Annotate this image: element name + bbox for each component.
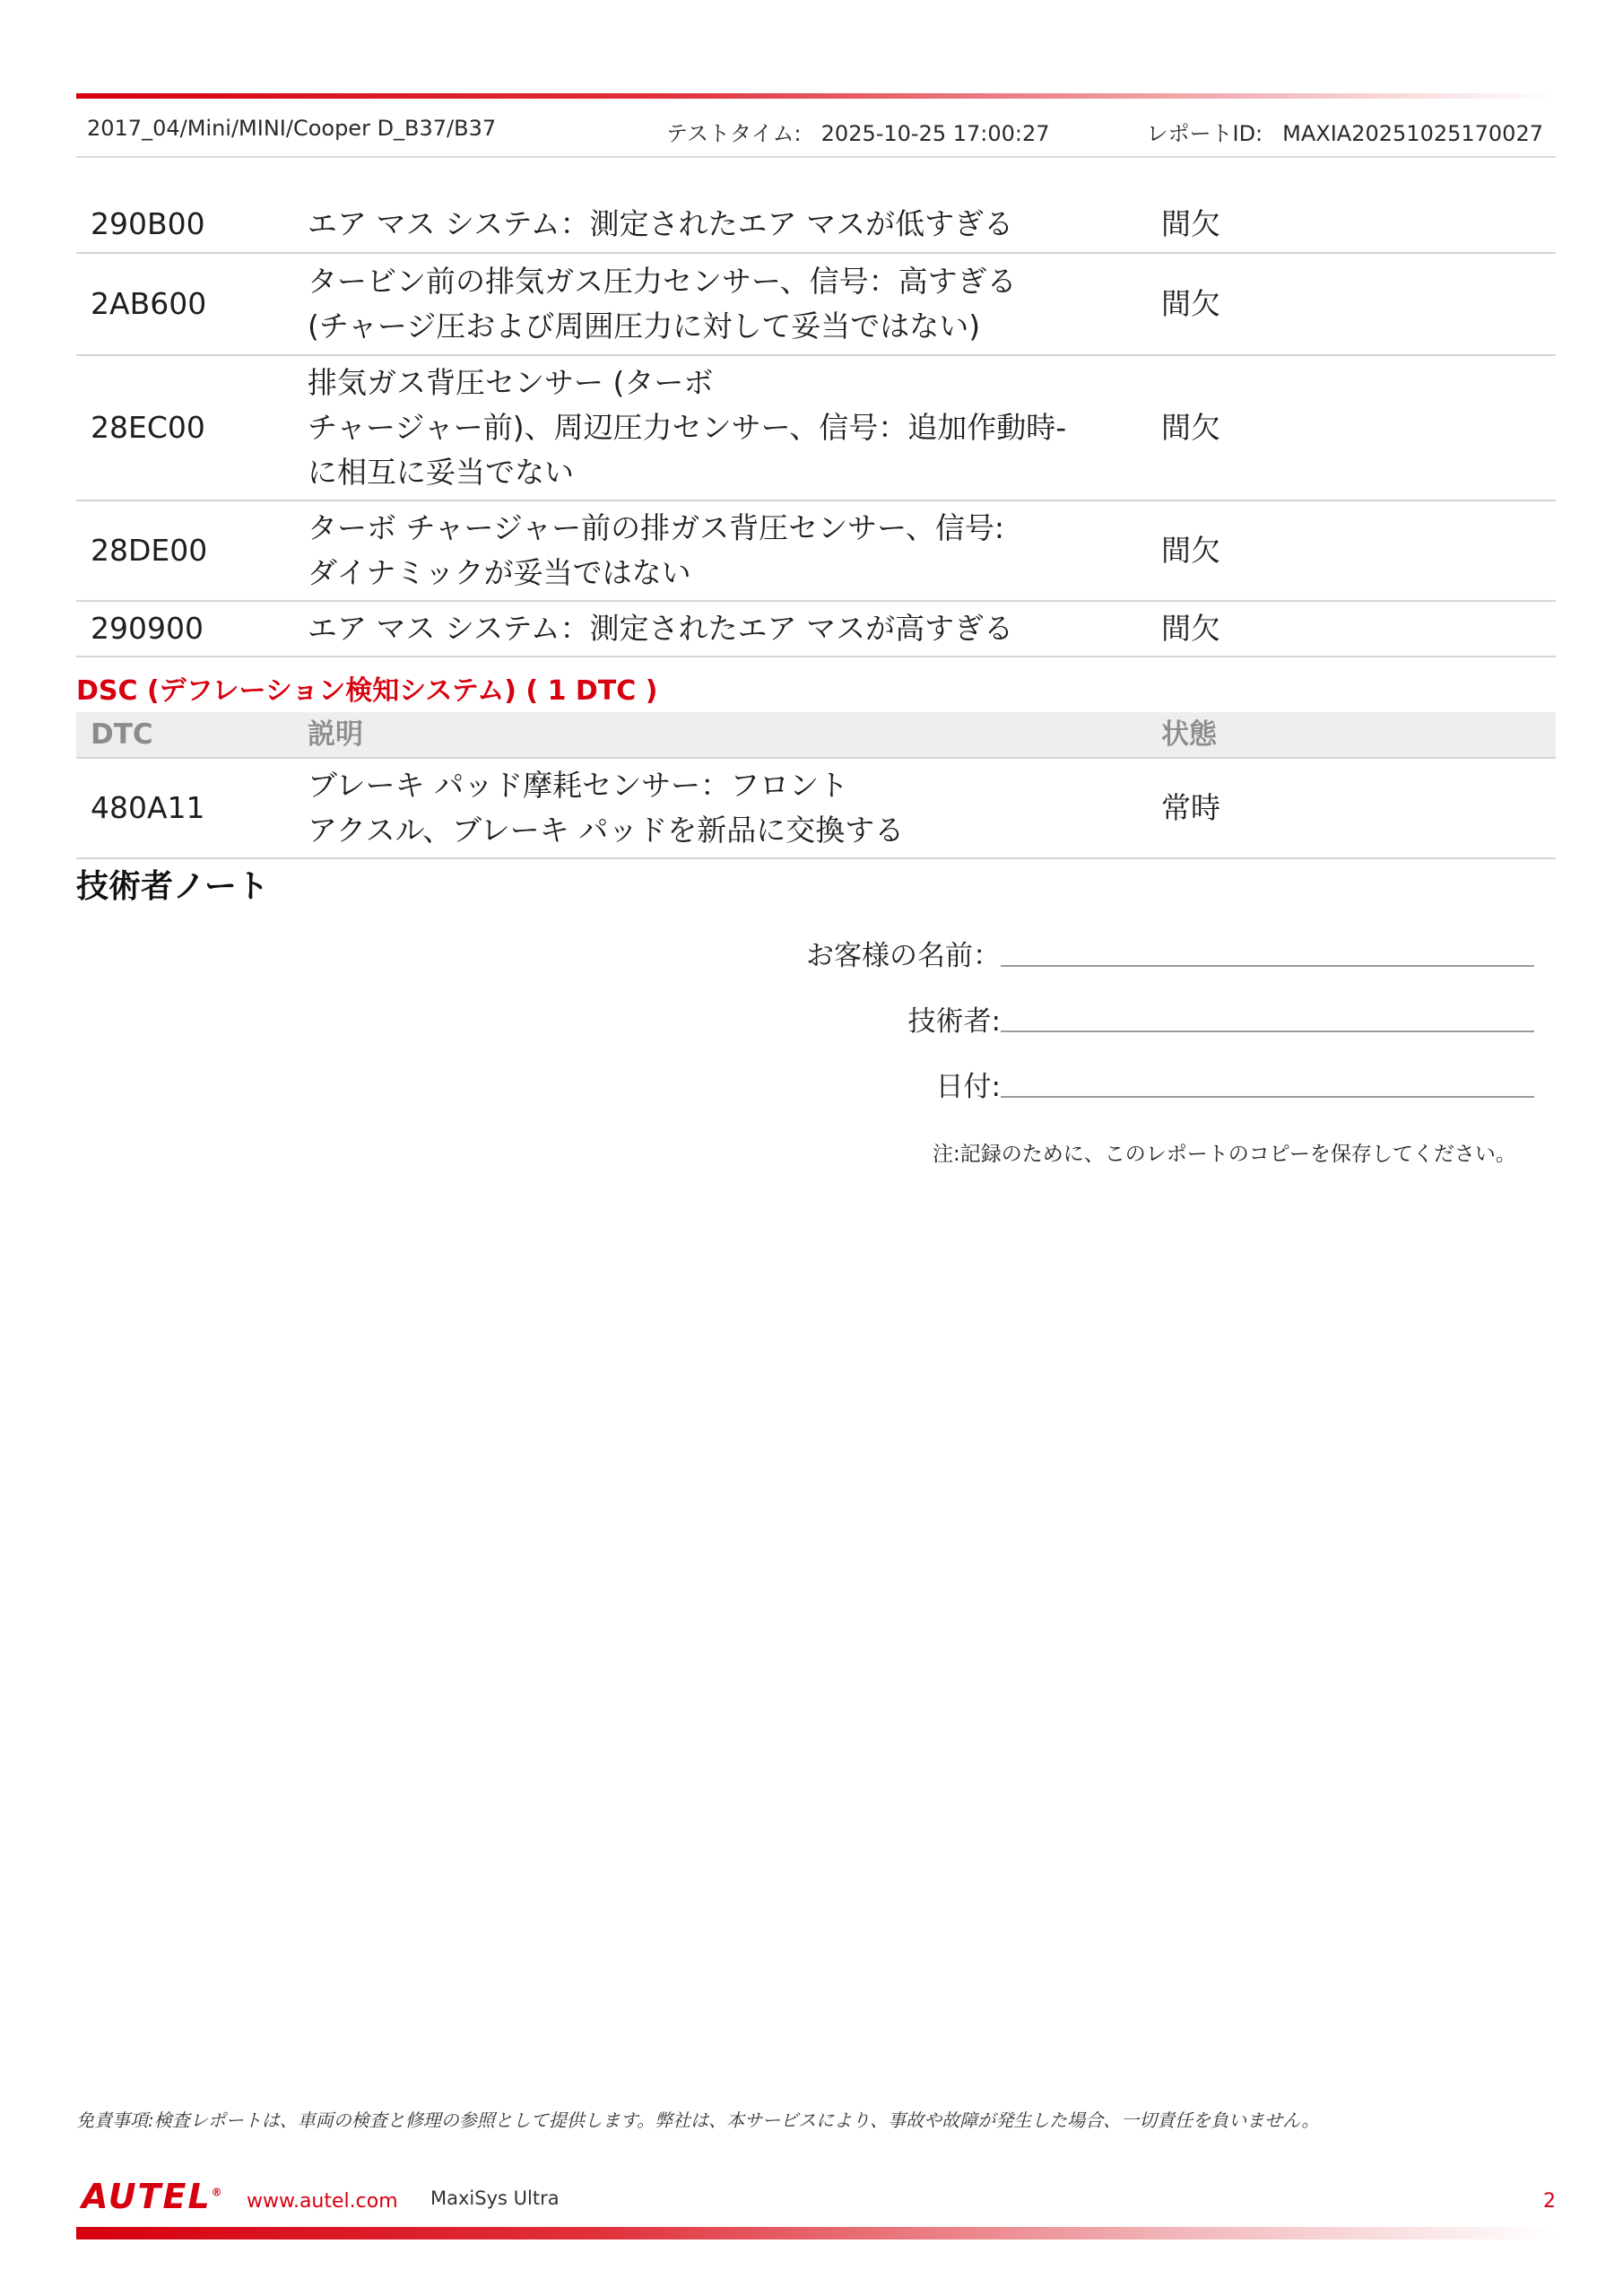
dtc-code: 28DE00 — [76, 500, 293, 601]
description-line: チャージャー前)、周辺圧力センサー、信号：追加作動時- — [308, 410, 1067, 445]
column-header-code: DTC — [76, 712, 293, 758]
dtc-code: 28EC00 — [76, 355, 293, 500]
description-line: エア マス システム：測定されたエア マスが低すぎる — [308, 205, 1014, 241]
dtc-description — [293, 500, 1147, 601]
column-header-description: 説明 — [293, 712, 1147, 758]
dtc-description — [293, 601, 1147, 657]
technician-notes-title: 技術者ノート — [76, 868, 269, 905]
description-line: (チャージ圧および周囲圧力に対して妥当ではない) — [308, 309, 981, 344]
vehicle-path: 2017_04/Mini/MINI/Cooper D_B37/B37 — [87, 116, 497, 141]
table-row — [76, 196, 1556, 253]
table-row — [76, 500, 1556, 601]
test-time-label: テストタイム: — [666, 121, 802, 146]
dtc-description — [293, 253, 1147, 355]
description-line: タービン前の排気ガス圧力センサー、信号：高すぎる — [308, 264, 1017, 299]
save-copy-note: 注:記録のために、このレポートのコピーを保存してください。 — [933, 1143, 1516, 1166]
description-line: ダイナミックが妥当ではない — [308, 555, 691, 590]
technician-label: 技術者: — [907, 1005, 1001, 1038]
table-row — [76, 355, 1556, 500]
table-row — [76, 758, 1556, 858]
website-link[interactable]: www.autel.com — [247, 2190, 398, 2213]
description-line: ターボ チャージャー前の排ガス背圧センサー、信号: — [308, 510, 1004, 545]
page-number: 2 — [1543, 2190, 1556, 2213]
description-line: ブレーキ パッド摩耗センサー：フロント — [308, 768, 849, 803]
table-header-row — [76, 712, 1556, 758]
dtc-description — [293, 196, 1147, 253]
page-footer — [76, 2175, 1556, 2229]
disclaimer-text: 免責事項:検査レポートは、車両の検査と修理の参照として提供します。弊社は、本サービスにより、事故や故障が発生した場合、一切責任を負いません。 — [76, 2109, 1320, 2131]
test-time — [666, 116, 1050, 147]
bottom-accent-bar — [76, 2227, 1556, 2239]
dtc-status: 間欠 — [1147, 500, 1556, 601]
dtc-status: 間欠 — [1147, 196, 1556, 253]
product-name: MaxiSys Ultra — [430, 2187, 560, 2209]
report-header — [76, 99, 1556, 158]
date-line[interactable] — [1001, 1096, 1534, 1098]
logo-text: AUTEL — [82, 2177, 212, 2216]
dtc-code: 480A11 — [76, 758, 293, 858]
dtc-status: 間欠 — [1147, 601, 1556, 657]
date-label: 日付: — [935, 1071, 1001, 1103]
dtc-table-dsc — [76, 712, 1556, 859]
description-line: アクスル、ブレーキ パッドを新品に交換する — [308, 813, 905, 848]
test-time-value: 2025-10-25 17:00:27 — [820, 121, 1050, 146]
report-id — [1147, 116, 1544, 147]
table-row — [76, 601, 1556, 657]
dtc-code: 2AB600 — [76, 253, 293, 355]
registered-mark: ® — [211, 2186, 224, 2199]
dtc-status: 間欠 — [1147, 355, 1556, 500]
section-title-dsc: DSC (デフレーション検知システム) ( 1 DTC ) — [76, 675, 658, 707]
customer-name-field[interactable] — [628, 933, 1534, 979]
report-id-value: MAXIA20251025170027 — [1282, 121, 1543, 146]
report-id-label: レポートID: — [1146, 121, 1263, 146]
customer-name-line[interactable] — [1001, 965, 1534, 967]
dtc-code: 290900 — [76, 601, 293, 657]
dtc-code: 290B00 — [76, 196, 293, 253]
technician-field[interactable] — [628, 998, 1534, 1045]
description-line: 排気ガス背圧センサー (ターボ — [308, 365, 714, 400]
description-line: エア マス システム：測定されたエア マスが高すぎる — [308, 611, 1014, 646]
customer-name-label: お客様の名前： — [806, 940, 1001, 972]
description-line: に相互に妥当でない — [308, 455, 574, 490]
dtc-table-engine — [76, 196, 1556, 657]
dtc-description — [293, 355, 1147, 500]
autel-logo — [82, 2177, 224, 2216]
date-field[interactable] — [628, 1064, 1534, 1110]
dtc-description — [293, 758, 1147, 858]
technician-line[interactable] — [1001, 1031, 1534, 1032]
column-header-status: 状態 — [1147, 712, 1556, 758]
dtc-status: 間欠 — [1147, 253, 1556, 355]
dtc-status: 常時 — [1147, 758, 1556, 858]
table-row — [76, 253, 1556, 355]
